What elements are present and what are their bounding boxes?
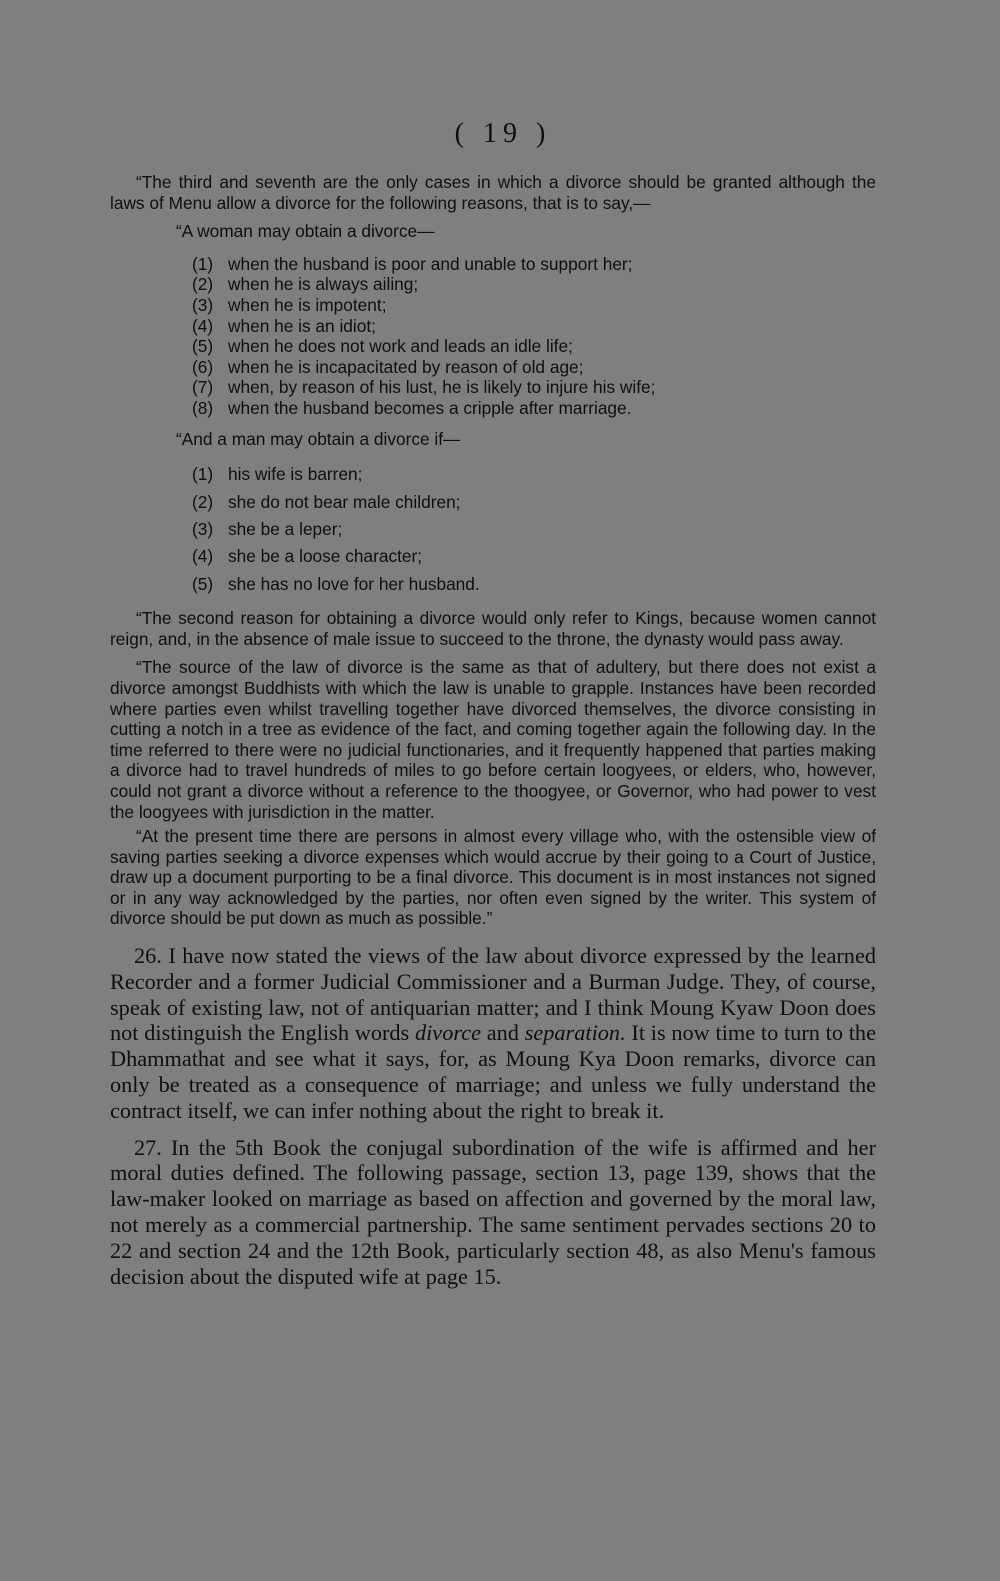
list-item: (6) when he is incapacitated by reason of old age; — [192, 356, 584, 377]
quote-intro: “The third and seventh are the only cases in which a divorce should be granted although the laws of Menu allow a divorce for the following reasons, that is to say,— — [110, 172, 876, 213]
list-item: (8) when the husband becomes a cripple after marriage. — [192, 397, 632, 418]
woman-divorce-heading: “A woman may obtain a divorce— — [176, 221, 435, 242]
paragraph-kings: “The second reason for obtaining a divorce would only refer to Kings, because women cannot reign, and, in the absence of male issue to succeed to the throne, the dynasty would pass away. — [110, 608, 876, 649]
section-27-paragraph: 27. In the 5th Book the conjugal subordination of the wife is affirmed and her moral duties defined. The following passage, section 13, page 139, shows that the law-maker looked on marriage as based on affection and governed by the moral law, not merely as a commercial partnership. The same sentiment pervades sections 20 to 22 and section 24 and the 12th Book, particularly section 48, as also Menu's famous decision about the disputed wife at page 15. — [110, 1134, 876, 1289]
italic-divorce: divorce — [414, 1020, 481, 1046]
list-item: (1) when the husband is poor and unable to support her; — [192, 253, 633, 274]
paragraph-source-of-law: “The source of the law of divorce is the same as that of adultery, but there does not exist a divorce amongst Buddhists with which the law is unable to grapple. Instances have been recorded where parties even whilst travelling together have divorced themselves, the divorce consisting in cutting a notch in a tree as evidence of the fact, and coming together again the following day. In the time referred to there were no judicial functionaries, and it frequently happened that parties making a divorce had to travel hundreds of miles to go before certain loogyees, or elders, who, however, could not grant a divorce without a reference to the thoogyee, or Governor, who had power to vest the loogyees with jurisdiction in the matter. — [110, 657, 876, 822]
list-item: (4) she be a loose character; — [192, 546, 423, 567]
list-item: (3) when he is impotent; — [192, 294, 387, 315]
man-divorce-reasons — [192, 461, 876, 598]
list-item: (2) when he is always ailing; — [192, 274, 419, 295]
list-item: (7) when, by reason of his lust, he is likely to injure his wife; — [192, 377, 656, 398]
page-number: ( 19 ) — [454, 118, 552, 149]
italic-separation: separation. — [524, 1020, 626, 1046]
list-item: (2) she do not bear male children; — [192, 491, 461, 512]
section-26-paragraph: 26. I have now stated the views of the law about divorce expressed by the learned Recorder and a former Judicial Commissioner and a Burman Judge. They, of course, speak of existing law, not of antiquarian matter; and I think Moung Kyaw Doon does not distinguish the English words divorce and separation. It is now time to turn to the Dhammathat and see what it says, for, as Moung Kya Doon remarks, divorce can only be treated as a consequence of marriage; and unless we fully understand the contract itself, we can infer nothing about the right to break it. — [110, 943, 876, 1123]
list-item: (3) she be a leper; — [192, 518, 343, 539]
woman-divorce-reasons — [192, 254, 876, 419]
list-item: (5) when he does not work and leads an idle life; — [192, 336, 573, 357]
list-item: (5) she has no love for her husband. — [192, 573, 480, 594]
list-item: (1) his wife is barren; — [192, 464, 363, 485]
document-page — [110, 118, 876, 1289]
list-item: (4) when he is an idiot; — [192, 315, 376, 336]
paragraph-present-time: “At the present time there are persons in almost every village who, with the ostensible view of saving parties seeking a divorce expenses which would accrue by their going to a Court of Justice, draw up a document purporting to be a final divorce. This document is in most instances not signed or in any way acknowledged by the parties, nor often even signed by the writer. This system of divorce should be put down as much as possible.” — [110, 826, 876, 929]
quoted-passage — [110, 172, 876, 929]
man-divorce-heading: “And a man may obtain a divorce if— — [176, 428, 461, 449]
